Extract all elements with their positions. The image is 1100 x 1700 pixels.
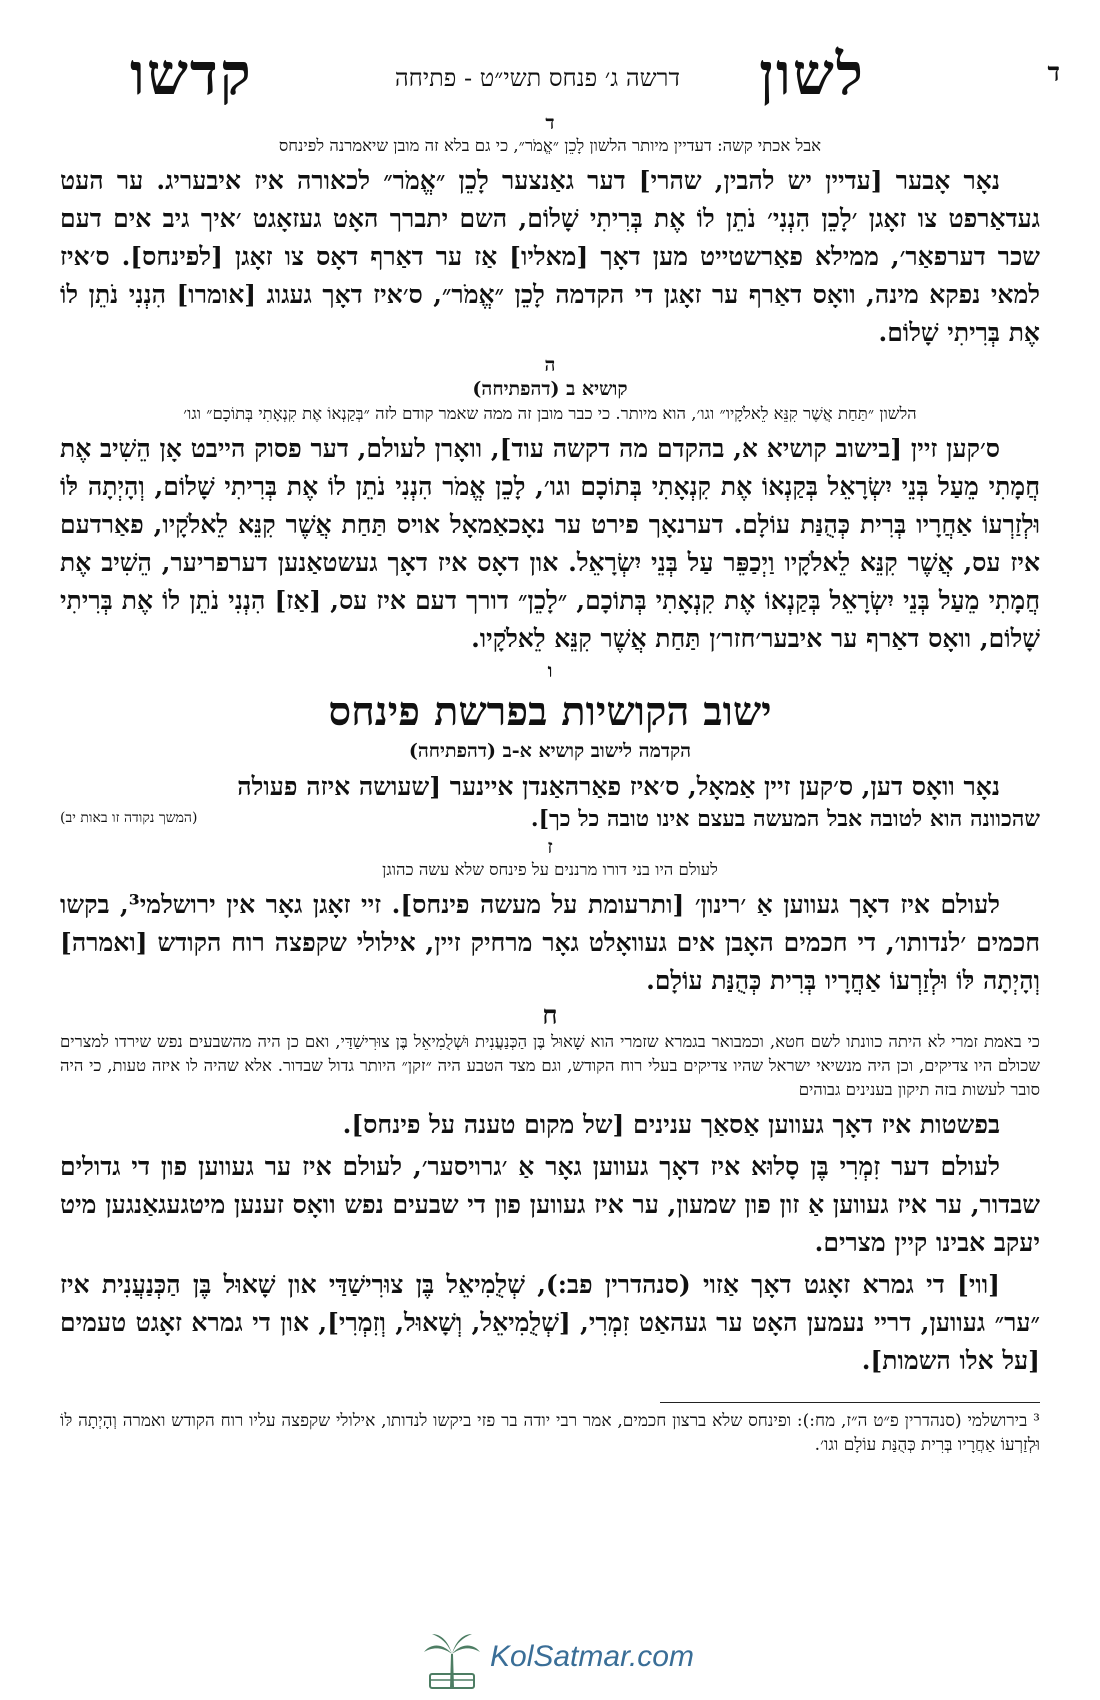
paragraph-h: ס׳קען זיין [בישוב קושיא א, בהקדם מה דקשה עוד], וואָרן לעולם, דער פסוק הייבט אָן הֵשִׁיב אֶת חֲמָתִי מֵעַל בְּנֵי יִשְׂרָאֵל בְּקַנְאוֹ אֶת קִנְאָתִי בְּתוֹכָם וגו׳, לָכֵן אֱמֹר הִנְנִי נֹתֵן לוֹ אֶת בְּרִיתִי שָׁלוֹם, וְהָיְתָה לּוֹ וּלְזַרְעוֹ אַחֲרָיו בְּרִית כְּהֻנַּת עוֹלָם. דערנאָך פירט ער נאָכאַמאָל אויס תַּחַת אֲשֶׁר קִנֵּא לֵאלֹקָיו, פאַרדעם איז עס, אֲשֶׁר קִנֵּא לֵאלֹקָיו וַיְכַפֵּר עַל בְּנֵי יִשְׂרָאֵל. און דאָס איז דאָך געשטאַנען דערפריער, הֵשִׁיב אֶת חֲמָתִי מֵעַל בְּנֵי יִשְׂרָאֵל בְּקַנְאוֹ אֶת קִנְאָתִי בְּתוֹכָם, ״לָכֵן״ דורך דעם איז עס, [אַז] הִנְנִי נֹתֵן לוֹ אֶת בְּרִיתִי שָׁלוֹם, וואָס דאַרף ער איבער׳חזר׳ן תַּחַת אֲשֶׁר קִנֵּא לֵאלֹקָיו. bbox=[60, 434, 1040, 653]
paragraph-ch-3: [ווי] די גמרא זאָגט דאָך אַזוי (סנהדרין פב:), שְׁלֻמִיאֵל בֶּן צוּרִישַׁדַּי און שָׁאוּל בֶּן הַכְּנַעֲנִית איז ״ער״ געווען, דריי נעמען האָט ער געהאַט זִמְרִי, [שְׁלֻמִיאֵל, וְשָׁאוּל, וְזִמְרִי], און די גמרא זאָגט טעמים [על אלו השמות]. bbox=[60, 1270, 1040, 1375]
section-marker-ch: ח bbox=[542, 1001, 558, 1031]
section-heading-h: קושיא ב (דהפתיחה) bbox=[472, 378, 628, 400]
section-marker-d: ד bbox=[545, 112, 555, 134]
paragraph-ch-2: לעולם דער זִמְרִי בֶּן סָלוּא איז דאָך געווען גאָר אַ ׳גרויסער׳, לעולם איז ער געווען פון די גדולים שבדור, ער איז געווען אַ זון פון שמעון, ער איז געווען פון די שבעים נפש וואָס זענען מיטגעגאַנגען מיט יעקב אבינו קיין מצרים. bbox=[60, 1152, 1040, 1257]
document-page bbox=[60, 30, 1060, 1457]
header-subtitle: דרשה ג׳ פנחס תשי״ט - פתיחה bbox=[394, 64, 680, 92]
running-header bbox=[60, 30, 1060, 110]
continuation-text: שהכוונה הוא לטובה אבל המעשה בעצם אינו טובה כל כך]. bbox=[530, 806, 1040, 832]
footnote: ³ בירושלמי (סנהדרין פ״ט ה״ז, מח:): ופינחס שלא ברצון חכמים, אמר רבי יודה בר פזי ביקשו לנדותו, אילולי שקפצה עליו רוח הקודש ואמרה וְהָיְתָה לּוֹ וּלְזַרְעוֹ אַחֲרָיו בְּרִית כְּהֻנַּת עוֹלָם וגו׳. bbox=[60, 1411, 1040, 1455]
section-note-d: אבל אכתי קשה: דעדיין מיותר הלשון לָכֵן ״אֱמֹר״, כי גם בלא זה מובן שיאמרנה לפינחס bbox=[278, 136, 822, 155]
palm-tree-icon bbox=[420, 1630, 484, 1690]
section-heading-v: הקדמה לישוב קושיא א-ב (דהפתיחה) bbox=[408, 740, 692, 762]
section-marker-v: ו bbox=[547, 660, 553, 682]
kolsatmar-logo bbox=[420, 1630, 720, 1690]
footnote-divider bbox=[660, 1402, 1040, 1403]
paragraph-v: נאָר וואָס דען, ס׳קען זיין אַמאָל, ס׳איז פאַרהאַנדן איינער [שעושה איזה פעולה bbox=[237, 772, 1000, 801]
section-title: ישוב הקושיות בפרשת פינחס bbox=[328, 688, 772, 735]
header-title-left: קדשו bbox=[130, 40, 253, 108]
logo-text: KolSatmar.com bbox=[490, 1640, 694, 1673]
header-title-right: לשון bbox=[759, 40, 865, 108]
paragraph-ch-1: בפשטות איז דאָך געווען אַסאַך ענינים [של מקום טענה על פינחס]. bbox=[342, 1110, 1000, 1139]
section-note-h: הלשון ״תַּחַת אֲשֶׁר קִנֵּא לֵאלֹקָיו״ וגו׳, הוא מיותר. כי כבר מובן זה ממה שאמר קודם לזה ״בְּקַנְאוֹ אֶת קִנְאָתִי בְּתוֹכָם״ וגו׳ bbox=[183, 404, 917, 423]
section-note-z: לעולם היו בני דורו מרננים על פינחס שלא עשה כהוגן bbox=[382, 860, 718, 879]
section-marker-h: ה bbox=[544, 354, 556, 376]
section-note-ch: כי באמת זמרי לא היתה כוונתו לשם חטא, וכמבואר בגמרא שזמרי הוא שָׁאוּל בֶּן הַכְּנַעֲנִית וּשְׁלֻמִיאֵל בֶּן צוּרִישַׁדַּי, ואם כן היה מהשבעים נפש שירדו למצרים שכולם היו צדיקים, וכן היה מנשיאי ישראל שהיו צדיקים בעלי רוח הקודש, וגם מצד הטבע היה ״זקן״ היותר גדול שבדור. אלא שהיה לו איזה טעות, כי היה סובר לעשות בזה תיקון בענינים גבוהים bbox=[60, 1032, 1040, 1099]
paragraph-z: לעולם איז דאָך געווען אַ ׳רינון׳ [ותרעומת על מעשה פינחס]. זיי זאָגן גאָר אין ירושלמי³, בקשו חכמים ׳לנדותו׳, די חכמים האָבן אים געוואָלט גאָר מרחיק זיין, אילולי שקפצה רוח הקודש [ואמרה] וְהָיְתָה לּוֹ וּלְזַרְעוֹ אַחֲרָיו בְּרִית כְּהֻנַּת עוֹלָם. bbox=[60, 890, 1040, 995]
paragraph-d: נאָר אָבער [עדיין יש להבין, שהרי] דער גאַנצער לָכֵן ״אֱמֹר״ לכאורה איז איבעריג. ער העט געדאַרפט צו זאָגן ׳לָכֵן הִנְנִי׳ נֹתֵן לוֹ אֶת בְּרִיתִי שָׁלוֹם, השם יתברך האָט געזאָגט ׳איך גיב אים דעם שכר דערפאַר׳, ממילא פאַרשטייט מען דאָך [מאליו] אַז ער דאַרף דאָס צו זאָגן [לפינחס]. ס׳איז למאי נפקא מינה, וואָס דאַרף ער זאָגן די הקדמה לָכֵן ״אֱמֹר״, ס׳איז דאָך געגוג [אומרו] הִנְנִי נֹתֵן לוֹ אֶת בְּרִיתִי שָׁלוֹם. bbox=[60, 166, 1040, 347]
continuation-row bbox=[60, 806, 1040, 834]
section-marker-z: ז bbox=[547, 836, 553, 858]
continuation-note: (המשך נקודה זו באות יב) bbox=[60, 810, 198, 826]
page-letter: ד bbox=[1047, 58, 1060, 88]
